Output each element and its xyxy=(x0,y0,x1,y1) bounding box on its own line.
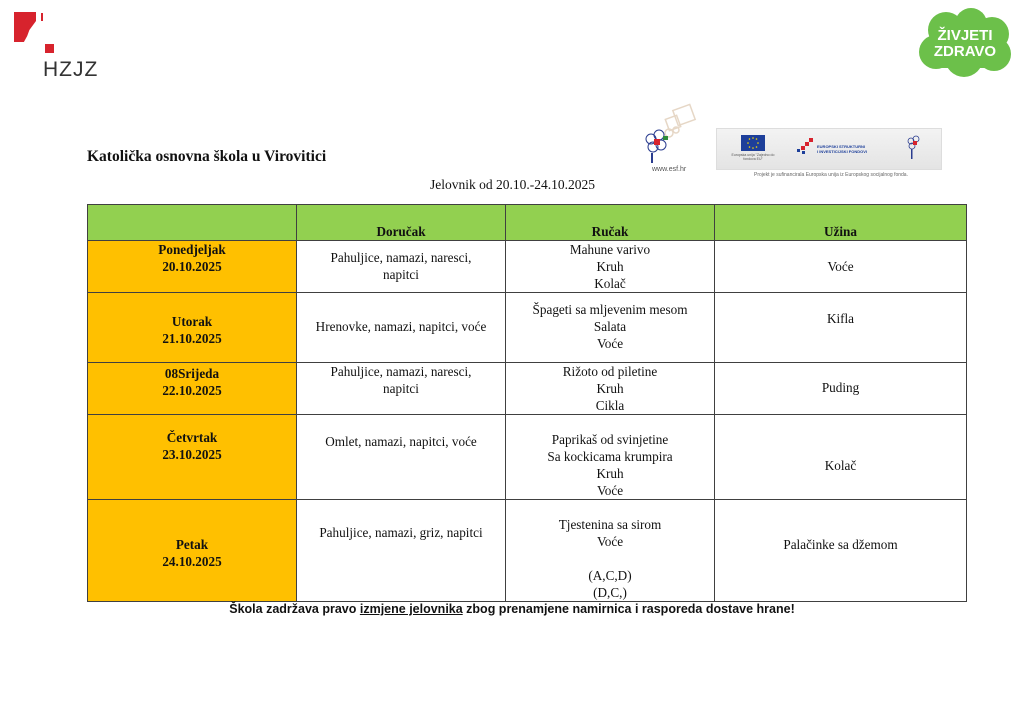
breakfast-cell-line: Pahuljice, namazi, griz, napitci xyxy=(319,525,483,540)
zivjeti-text: ŽIVJETI xyxy=(937,27,993,44)
snack-cell xyxy=(715,415,967,500)
lunch-cell-line: Cikla xyxy=(595,398,625,413)
breakfast-cell-line: napitci xyxy=(383,267,419,282)
eu-flag-icon xyxy=(741,135,765,151)
day-cell xyxy=(88,293,297,363)
day-cell xyxy=(88,363,297,415)
lunch-cell-line: Voće xyxy=(596,336,624,351)
lunch-cell-line: Salata xyxy=(593,319,627,334)
breakfast-cell xyxy=(297,415,506,500)
lunch-cell-line: Špageti sa mljevenim mesom xyxy=(532,302,688,317)
hzjz-logo-text: HZJZ xyxy=(43,58,99,81)
lunch-cell-line: Tjestenina sa sirom xyxy=(558,517,662,532)
esif-squares-icon xyxy=(795,137,817,157)
day-cell xyxy=(88,415,297,500)
header-breakfast: Doručak xyxy=(297,205,506,241)
day-cell xyxy=(88,500,297,602)
lunch-cell xyxy=(506,500,715,602)
day-name: 08Srijeda xyxy=(164,366,220,381)
disclaimer-underlined: izmjene jelovnika xyxy=(359,602,463,616)
day-name: Četvrtak xyxy=(166,430,218,445)
eu-flag-caption: Europska unija "Zajedno do fondova EU" xyxy=(731,153,775,161)
disclaimer xyxy=(0,602,1024,616)
snack-cell xyxy=(715,363,967,415)
lunch-cell xyxy=(506,363,715,415)
snack-cell xyxy=(715,241,967,293)
hzjz-logo-mark xyxy=(14,12,36,42)
day-name: Petak xyxy=(175,537,209,552)
day-date: 21.10.2025 xyxy=(162,331,222,346)
lunch-cell-line: Kruh xyxy=(596,259,624,274)
lunch-cell-line: Kolač xyxy=(594,276,626,291)
school-title: Katolička osnovna škola u Virovitici xyxy=(87,148,327,165)
lunch-cell xyxy=(506,241,715,293)
header-snack: Užina xyxy=(715,205,967,241)
lunch-cell-line xyxy=(506,550,714,567)
breakfast-cell xyxy=(297,363,506,415)
hzjz-logo xyxy=(14,12,104,82)
breakfast-cell xyxy=(297,500,506,602)
lunch-cell-line: Mahune varivo xyxy=(569,242,651,257)
lunch-cell-line: Kruh xyxy=(596,466,624,481)
breakfast-cell xyxy=(297,293,506,363)
table-row xyxy=(88,415,967,500)
snack-cell xyxy=(715,500,967,602)
breakfast-cell-line: Pahuljice, namazi, naresci, xyxy=(330,250,472,265)
snack-cell-line: Kolač xyxy=(824,458,857,473)
zivjeti-zdravo-logo xyxy=(916,8,1014,78)
snack-cell-line: Kifla xyxy=(826,311,855,326)
day-date: 20.10.2025 xyxy=(162,259,222,274)
esf-flower-small-icon xyxy=(905,135,931,161)
day-date: 23.10.2025 xyxy=(162,447,222,462)
lunch-cell-line: Paprikaš od svinjetine xyxy=(551,432,669,447)
snack-cell-line: Palačinke sa džemom xyxy=(783,537,898,552)
hzjz-logo-dot xyxy=(45,44,54,53)
day-cell xyxy=(88,241,297,293)
header-day xyxy=(88,205,297,241)
breakfast-cell-line: Omlet, namazi, napitci, voće xyxy=(325,434,477,449)
table-row xyxy=(88,363,967,415)
table-row xyxy=(88,241,967,293)
lunch-cell-line: Voće xyxy=(596,534,624,549)
day-date: 24.10.2025 xyxy=(162,554,222,569)
day-name: Ponedjeljak xyxy=(158,242,226,257)
lunch-cell xyxy=(506,415,715,500)
eu-funding-banner xyxy=(716,128,942,170)
lunch-cell xyxy=(506,293,715,363)
table-row xyxy=(88,500,967,602)
disclaimer-before: Škola zadržava pravo xyxy=(229,602,360,616)
lunch-cell-line: Voće xyxy=(596,483,624,498)
esf-url: www.esf.hr xyxy=(652,166,687,173)
header-lunch: Ručak xyxy=(506,205,715,241)
menu-table xyxy=(87,204,967,602)
snack-cell xyxy=(715,293,967,363)
table-header-row xyxy=(88,205,967,241)
table-row xyxy=(88,293,967,363)
lunch-cell-line: (A,C,D) xyxy=(588,568,632,583)
esf-flower-icon xyxy=(643,103,713,165)
hzjz-logo-tick xyxy=(41,13,43,21)
snack-cell-line: Puding xyxy=(821,380,860,395)
breakfast-cell xyxy=(297,241,506,293)
eu-banner-footer: Projekt je sufinancirala Europska unija iz Europskog socijalnog fonda. xyxy=(754,172,908,178)
esif-text: EUROPSKI STRUKTURNI I INVESTICIJSKI FONDOVI xyxy=(817,144,868,154)
zdravo-text: ZDRAVO xyxy=(933,43,997,60)
lunch-cell-line: Rižoto od piletine xyxy=(562,364,658,379)
lunch-cell-line: Kruh xyxy=(596,381,624,396)
disclaimer-after: zbog prenamjene namirnica i rasporeda dostave hrane! xyxy=(462,602,795,616)
breakfast-cell-line: Hrenovke, namazi, napitci, voće xyxy=(315,319,487,334)
lunch-cell-line: Sa kockicama krumpira xyxy=(547,449,673,464)
breakfast-cell-line: napitci xyxy=(383,381,419,396)
breakfast-cell-line: Pahuljice, namazi, naresci, xyxy=(330,364,472,379)
lunch-cell-line: (D,C,) xyxy=(593,585,627,600)
day-date: 22.10.2025 xyxy=(162,383,222,398)
menu-period: Jelovnik od 20.10.-24.10.2025 xyxy=(430,177,595,192)
snack-cell-line: Voće xyxy=(827,259,854,274)
day-name: Utorak xyxy=(171,314,213,329)
